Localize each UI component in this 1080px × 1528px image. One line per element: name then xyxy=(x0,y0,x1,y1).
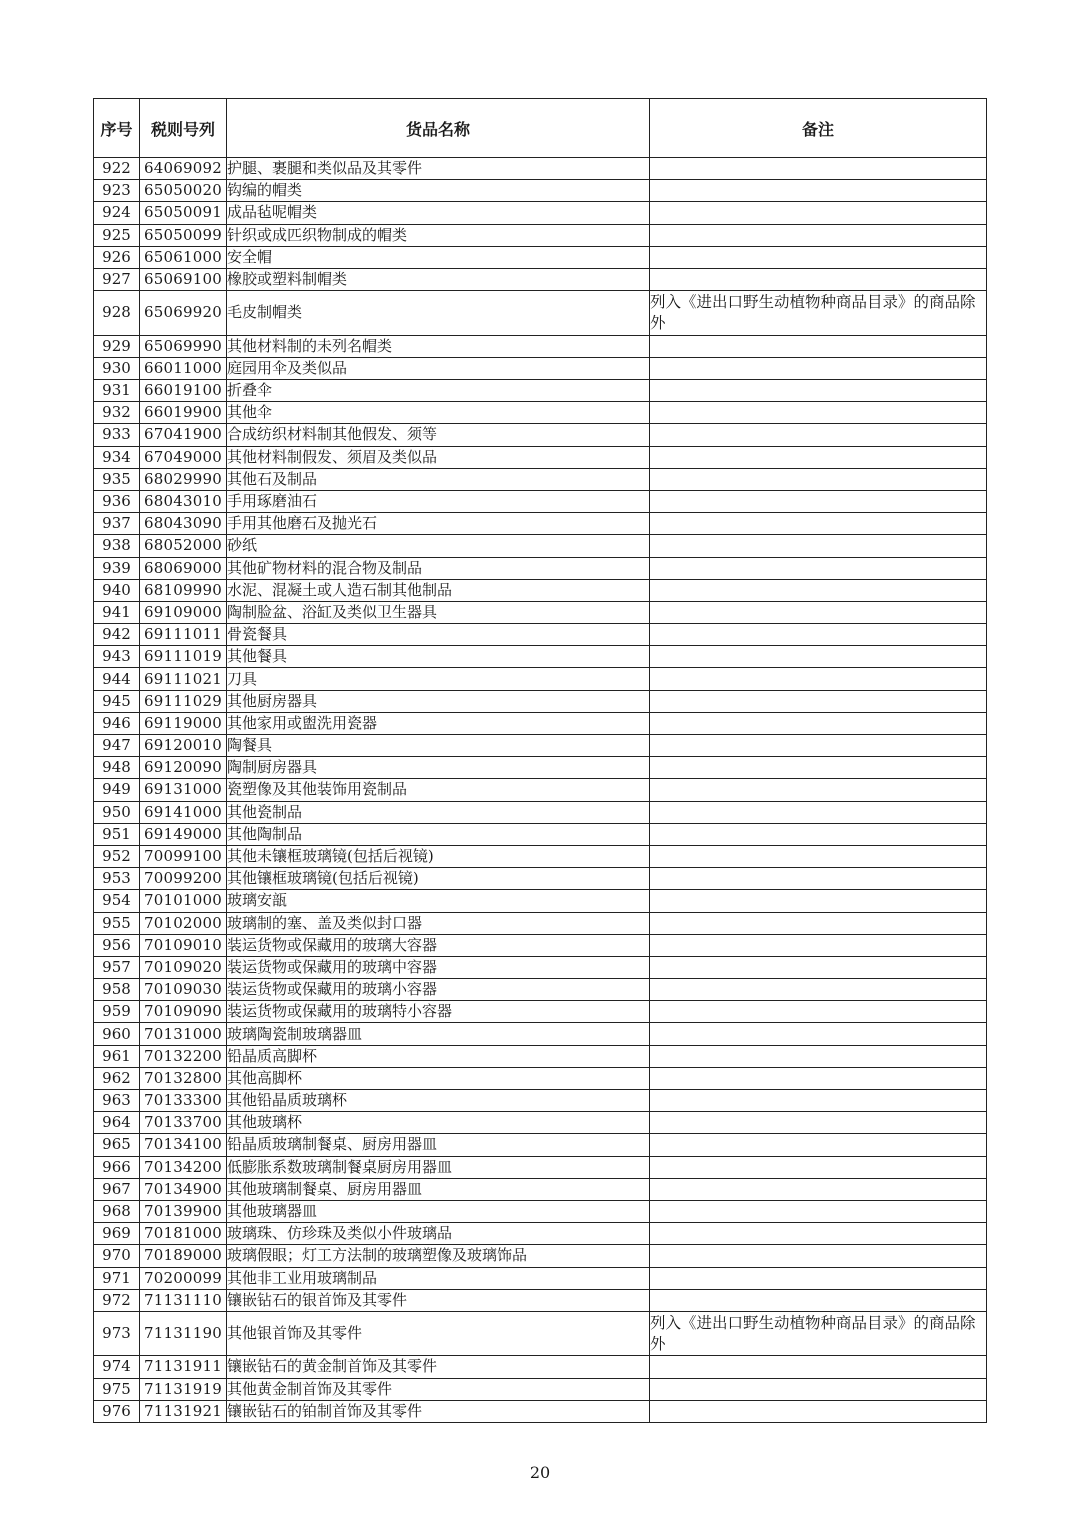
note-cell xyxy=(650,823,987,845)
table-row xyxy=(94,823,987,845)
table-row xyxy=(94,934,987,956)
tariff-code-cell: 70200099 xyxy=(140,1267,227,1289)
note-cell xyxy=(650,757,987,779)
note-cell xyxy=(650,357,987,379)
tariff-code-cell: 70109020 xyxy=(140,956,227,978)
tariff-code-cell: 68109990 xyxy=(140,579,227,601)
note-cell xyxy=(650,402,987,424)
table-row xyxy=(94,668,987,690)
goods-name-cell: 其他镶框玻璃镜(包括后视镜) xyxy=(227,868,650,890)
goods-name-cell: 其他瓷制品 xyxy=(227,801,650,823)
note-cell xyxy=(650,380,987,402)
tariff-code-cell: 65069100 xyxy=(140,268,227,290)
goods-name-cell: 安全帽 xyxy=(227,246,650,268)
tariff-code-cell: 71131110 xyxy=(140,1289,227,1311)
tariff-code-cell: 70109030 xyxy=(140,979,227,1001)
note-cell xyxy=(650,1156,987,1178)
goods-name-cell: 合成纺织材料制其他假发、须等 xyxy=(227,424,650,446)
seq-cell: 949 xyxy=(94,779,140,801)
table-row xyxy=(94,1311,987,1356)
goods-name-cell: 玻璃珠、仿珍珠及类似小件玻璃品 xyxy=(227,1223,650,1245)
tariff-code-cell: 66019900 xyxy=(140,402,227,424)
note-cell xyxy=(650,712,987,734)
note-cell xyxy=(650,1134,987,1156)
note-cell xyxy=(650,446,987,468)
table-row xyxy=(94,1112,987,1134)
seq-cell: 933 xyxy=(94,424,140,446)
goods-table xyxy=(93,98,987,1423)
tariff-code-cell: 71131190 xyxy=(140,1311,227,1356)
note-cell xyxy=(650,868,987,890)
seq-cell: 925 xyxy=(94,224,140,246)
seq-cell: 927 xyxy=(94,268,140,290)
goods-name-cell: 其他陶制品 xyxy=(227,823,650,845)
tariff-code-cell: 71131911 xyxy=(140,1356,227,1378)
tariff-code-cell: 71131921 xyxy=(140,1400,227,1422)
note-cell xyxy=(650,468,987,490)
note-cell xyxy=(650,1400,987,1422)
goods-name-cell: 镶嵌钻石的银首饰及其零件 xyxy=(227,1289,650,1311)
tariff-code-cell: 66011000 xyxy=(140,357,227,379)
table-row xyxy=(94,646,987,668)
goods-name-cell: 其他铅晶质玻璃杯 xyxy=(227,1090,650,1112)
tariff-code-cell: 69141000 xyxy=(140,801,227,823)
goods-name-cell: 瓷塑像及其他装饰用瓷制品 xyxy=(227,779,650,801)
goods-name-cell: 镶嵌钻石的黄金制首饰及其零件 xyxy=(227,1356,650,1378)
goods-name-cell: 其他非工业用玻璃制品 xyxy=(227,1267,650,1289)
table-row xyxy=(94,956,987,978)
goods-name-cell: 骨瓷餐具 xyxy=(227,624,650,646)
note-cell: 列入《进出口野生动植物种商品目录》的商品除外 xyxy=(650,291,987,336)
note-cell xyxy=(650,1178,987,1200)
tariff-code-cell: 67041900 xyxy=(140,424,227,446)
seq-cell: 943 xyxy=(94,646,140,668)
note-cell xyxy=(650,801,987,823)
seq-cell: 948 xyxy=(94,757,140,779)
seq-cell: 926 xyxy=(94,246,140,268)
table-row xyxy=(94,335,987,357)
table-row xyxy=(94,601,987,623)
note-cell xyxy=(650,1289,987,1311)
note-cell xyxy=(650,1378,987,1400)
note-cell xyxy=(650,1356,987,1378)
seq-cell: 929 xyxy=(94,335,140,357)
seq-cell: 952 xyxy=(94,845,140,867)
tariff-code-cell: 70133700 xyxy=(140,1112,227,1134)
table-row xyxy=(94,1200,987,1222)
tariff-code-cell: 65050091 xyxy=(140,202,227,224)
table-row xyxy=(94,690,987,712)
seq-cell: 958 xyxy=(94,979,140,1001)
seq-cell: 969 xyxy=(94,1223,140,1245)
tariff-code-cell: 70132800 xyxy=(140,1067,227,1089)
tariff-code-cell: 68052000 xyxy=(140,535,227,557)
goods-name-cell: 装运货物或保藏用的玻璃大容器 xyxy=(227,934,650,956)
note-cell xyxy=(650,601,987,623)
note-cell xyxy=(650,845,987,867)
table-row xyxy=(94,158,987,180)
note-cell xyxy=(650,1200,987,1222)
table-row xyxy=(94,1156,987,1178)
goods-name-cell: 玻璃安瓿 xyxy=(227,890,650,912)
goods-name-cell: 手用琢磨油石 xyxy=(227,490,650,512)
goods-name-cell: 毛皮制帽类 xyxy=(227,291,650,336)
goods-name-cell: 砂纸 xyxy=(227,535,650,557)
note-cell xyxy=(650,1267,987,1289)
table-row xyxy=(94,402,987,424)
table-row xyxy=(94,1001,987,1023)
table-body xyxy=(94,158,987,1423)
note-cell: 列入《进出口野生动植物种商品目录》的商品除外 xyxy=(650,1311,987,1356)
seq-cell: 923 xyxy=(94,180,140,202)
header-seq: 序号 xyxy=(94,99,140,158)
table-row xyxy=(94,1245,987,1267)
table-row xyxy=(94,202,987,224)
seq-cell: 942 xyxy=(94,624,140,646)
seq-cell: 951 xyxy=(94,823,140,845)
note-cell xyxy=(650,202,987,224)
header-name: 货品名称 xyxy=(227,99,650,158)
note-cell xyxy=(650,668,987,690)
tariff-code-cell: 70134100 xyxy=(140,1134,227,1156)
note-cell xyxy=(650,1001,987,1023)
goods-name-cell: 陶餐具 xyxy=(227,735,650,757)
note-cell xyxy=(650,1090,987,1112)
tariff-code-cell: 70181000 xyxy=(140,1223,227,1245)
note-cell xyxy=(650,1245,987,1267)
tariff-code-cell: 67049000 xyxy=(140,446,227,468)
table-row xyxy=(94,1023,987,1045)
table-row xyxy=(94,712,987,734)
table-row xyxy=(94,779,987,801)
header-code: 税则号列 xyxy=(140,99,227,158)
table-row xyxy=(94,291,987,336)
table-row xyxy=(94,801,987,823)
goods-name-cell: 其他材料制的未列名帽类 xyxy=(227,335,650,357)
tariff-code-cell: 65069920 xyxy=(140,291,227,336)
tariff-code-cell: 65069990 xyxy=(140,335,227,357)
note-cell xyxy=(650,735,987,757)
seq-cell: 965 xyxy=(94,1134,140,1156)
note-cell xyxy=(650,912,987,934)
note-cell xyxy=(650,646,987,668)
note-cell xyxy=(650,979,987,1001)
seq-cell: 962 xyxy=(94,1067,140,1089)
seq-cell: 970 xyxy=(94,1245,140,1267)
tariff-code-cell: 70101000 xyxy=(140,890,227,912)
table-row xyxy=(94,624,987,646)
note-cell xyxy=(650,557,987,579)
tariff-code-cell: 70132200 xyxy=(140,1045,227,1067)
seq-cell: 976 xyxy=(94,1400,140,1422)
note-cell xyxy=(650,1067,987,1089)
seq-cell: 973 xyxy=(94,1311,140,1356)
tariff-code-cell: 65050020 xyxy=(140,180,227,202)
seq-cell: 947 xyxy=(94,735,140,757)
tariff-code-cell: 70099100 xyxy=(140,845,227,867)
seq-cell: 928 xyxy=(94,291,140,336)
table-row xyxy=(94,513,987,535)
seq-cell: 941 xyxy=(94,601,140,623)
seq-cell: 975 xyxy=(94,1378,140,1400)
table-row xyxy=(94,380,987,402)
table-row xyxy=(94,845,987,867)
tariff-code-cell: 71131919 xyxy=(140,1378,227,1400)
seq-cell: 967 xyxy=(94,1178,140,1200)
tariff-code-cell: 69119000 xyxy=(140,712,227,734)
tariff-code-cell: 70139900 xyxy=(140,1200,227,1222)
seq-cell: 959 xyxy=(94,1001,140,1023)
note-cell xyxy=(650,535,987,557)
tariff-code-cell: 65061000 xyxy=(140,246,227,268)
note-cell xyxy=(650,890,987,912)
goods-name-cell: 手用其他磨石及抛光石 xyxy=(227,513,650,535)
table-row xyxy=(94,424,987,446)
note-cell xyxy=(650,690,987,712)
table-row xyxy=(94,1289,987,1311)
seq-cell: 956 xyxy=(94,934,140,956)
goods-name-cell: 其他玻璃制餐桌、厨房用器皿 xyxy=(227,1178,650,1200)
goods-name-cell: 针织或成匹织物制成的帽类 xyxy=(227,224,650,246)
note-cell xyxy=(650,268,987,290)
tariff-code-cell: 69131000 xyxy=(140,779,227,801)
tariff-code-cell: 64069092 xyxy=(140,158,227,180)
goods-name-cell: 低膨胀系数玻璃制餐桌厨房用器皿 xyxy=(227,1156,650,1178)
goods-name-cell: 陶制厨房器具 xyxy=(227,757,650,779)
goods-name-cell: 其他伞 xyxy=(227,402,650,424)
table-row xyxy=(94,557,987,579)
seq-cell: 931 xyxy=(94,380,140,402)
table-row xyxy=(94,912,987,934)
note-cell xyxy=(650,513,987,535)
tariff-code-cell: 70131000 xyxy=(140,1023,227,1045)
seq-cell: 937 xyxy=(94,513,140,535)
table-row xyxy=(94,180,987,202)
seq-cell: 966 xyxy=(94,1156,140,1178)
table-row xyxy=(94,224,987,246)
seq-cell: 932 xyxy=(94,402,140,424)
goods-name-cell: 装运货物或保藏用的玻璃特小容器 xyxy=(227,1001,650,1023)
seq-cell: 955 xyxy=(94,912,140,934)
seq-cell: 950 xyxy=(94,801,140,823)
header-note: 备注 xyxy=(650,99,987,158)
note-cell xyxy=(650,934,987,956)
seq-cell: 938 xyxy=(94,535,140,557)
tariff-code-cell: 68069000 xyxy=(140,557,227,579)
seq-cell: 934 xyxy=(94,446,140,468)
tariff-code-cell: 70134900 xyxy=(140,1178,227,1200)
tariff-code-cell: 69109000 xyxy=(140,601,227,623)
tariff-code-cell: 69111021 xyxy=(140,668,227,690)
note-cell xyxy=(650,180,987,202)
note-cell xyxy=(650,246,987,268)
table-row xyxy=(94,757,987,779)
goods-name-cell: 成品毡呢帽类 xyxy=(227,202,650,224)
table-row xyxy=(94,1400,987,1422)
tariff-code-cell: 70109010 xyxy=(140,934,227,956)
goods-name-cell: 其他银首饰及其零件 xyxy=(227,1311,650,1356)
goods-name-cell: 水泥、混凝土或人造石制其他制品 xyxy=(227,579,650,601)
table-row xyxy=(94,868,987,890)
seq-cell: 972 xyxy=(94,1289,140,1311)
seq-cell: 963 xyxy=(94,1090,140,1112)
tariff-code-cell: 68043090 xyxy=(140,513,227,535)
goods-name-cell: 铅晶质玻璃制餐桌、厨房用器皿 xyxy=(227,1134,650,1156)
goods-name-cell: 其他玻璃杯 xyxy=(227,1112,650,1134)
seq-cell: 944 xyxy=(94,668,140,690)
table-row xyxy=(94,357,987,379)
table-row xyxy=(94,468,987,490)
goods-name-cell: 其他材料制假发、须眉及类似品 xyxy=(227,446,650,468)
goods-name-cell: 其他未镶框玻璃镜(包括后视镜) xyxy=(227,845,650,867)
tariff-code-cell: 70099200 xyxy=(140,868,227,890)
table-row xyxy=(94,446,987,468)
seq-cell: 957 xyxy=(94,956,140,978)
table-row xyxy=(94,1378,987,1400)
table-row xyxy=(94,268,987,290)
note-cell xyxy=(650,1112,987,1134)
goods-name-cell: 装运货物或保藏用的玻璃小容器 xyxy=(227,979,650,1001)
note-cell xyxy=(650,579,987,601)
tariff-code-cell: 68029990 xyxy=(140,468,227,490)
tariff-code-cell: 69120090 xyxy=(140,757,227,779)
goods-name-cell: 其他石及制品 xyxy=(227,468,650,490)
seq-cell: 946 xyxy=(94,712,140,734)
seq-cell: 974 xyxy=(94,1356,140,1378)
table-row xyxy=(94,979,987,1001)
table-row xyxy=(94,1045,987,1067)
note-cell xyxy=(650,335,987,357)
seq-cell: 924 xyxy=(94,202,140,224)
goods-name-cell: 装运货物或保藏用的玻璃中容器 xyxy=(227,956,650,978)
table-header-row xyxy=(94,99,987,158)
table-row xyxy=(94,1223,987,1245)
note-cell xyxy=(650,624,987,646)
table-row xyxy=(94,246,987,268)
table-row xyxy=(94,490,987,512)
goods-name-cell: 刀具 xyxy=(227,668,650,690)
tariff-code-cell: 66019100 xyxy=(140,380,227,402)
table-row xyxy=(94,535,987,557)
goods-name-cell: 陶制脸盆、浴缸及类似卫生器具 xyxy=(227,601,650,623)
seq-cell: 954 xyxy=(94,890,140,912)
table-row xyxy=(94,1067,987,1089)
goods-name-cell: 橡胶或塑料制帽类 xyxy=(227,268,650,290)
seq-cell: 939 xyxy=(94,557,140,579)
tariff-code-cell: 65050099 xyxy=(140,224,227,246)
tariff-code-cell: 70109090 xyxy=(140,1001,227,1023)
seq-cell: 945 xyxy=(94,690,140,712)
note-cell xyxy=(650,1023,987,1045)
table-row xyxy=(94,1134,987,1156)
seq-cell: 964 xyxy=(94,1112,140,1134)
goods-name-cell: 镶嵌钻石的铂制首饰及其零件 xyxy=(227,1400,650,1422)
page-number: 20 xyxy=(529,1463,551,1482)
seq-cell: 960 xyxy=(94,1023,140,1045)
table-row xyxy=(94,890,987,912)
tariff-code-cell: 69120010 xyxy=(140,735,227,757)
goods-name-cell: 庭园用伞及类似品 xyxy=(227,357,650,379)
note-cell xyxy=(650,224,987,246)
note-cell xyxy=(650,424,987,446)
seq-cell: 922 xyxy=(94,158,140,180)
goods-name-cell: 其他黄金制首饰及其零件 xyxy=(227,1378,650,1400)
goods-name-cell: 其他厨房器具 xyxy=(227,690,650,712)
note-cell xyxy=(650,779,987,801)
goods-name-cell: 其他家用或盥洗用瓷器 xyxy=(227,712,650,734)
seq-cell: 936 xyxy=(94,490,140,512)
goods-name-cell: 护腿、裹腿和类似品及其零件 xyxy=(227,158,650,180)
table-row xyxy=(94,1267,987,1289)
seq-cell: 930 xyxy=(94,357,140,379)
goods-name-cell: 玻璃假眼；灯工方法制的玻璃塑像及玻璃饰品 xyxy=(227,1245,650,1267)
tariff-code-cell: 70134200 xyxy=(140,1156,227,1178)
tariff-code-cell: 69111019 xyxy=(140,646,227,668)
goods-name-cell: 玻璃陶瓷制玻璃器皿 xyxy=(227,1023,650,1045)
goods-name-cell: 其他矿物材料的混合物及制品 xyxy=(227,557,650,579)
tariff-code-cell: 69111011 xyxy=(140,624,227,646)
goods-name-cell: 其他餐具 xyxy=(227,646,650,668)
goods-name-cell: 钩编的帽类 xyxy=(227,180,650,202)
seq-cell: 953 xyxy=(94,868,140,890)
note-cell xyxy=(650,490,987,512)
table-row xyxy=(94,1356,987,1378)
tariff-code-cell: 69111029 xyxy=(140,690,227,712)
tariff-code-cell: 69149000 xyxy=(140,823,227,845)
seq-cell: 935 xyxy=(94,468,140,490)
seq-cell: 961 xyxy=(94,1045,140,1067)
note-cell xyxy=(650,1223,987,1245)
seq-cell: 968 xyxy=(94,1200,140,1222)
table-row xyxy=(94,1090,987,1112)
goods-name-cell: 其他玻璃器皿 xyxy=(227,1200,650,1222)
table-row xyxy=(94,735,987,757)
seq-cell: 971 xyxy=(94,1267,140,1289)
seq-cell: 940 xyxy=(94,579,140,601)
goods-name-cell: 玻璃制的塞、盖及类似封口器 xyxy=(227,912,650,934)
tariff-code-cell: 70133300 xyxy=(140,1090,227,1112)
table-row xyxy=(94,1178,987,1200)
tariff-code-cell: 70189000 xyxy=(140,1245,227,1267)
goods-name-cell: 其他高脚杯 xyxy=(227,1067,650,1089)
tariff-code-cell: 68043010 xyxy=(140,490,227,512)
table-row xyxy=(94,579,987,601)
goods-name-cell: 折叠伞 xyxy=(227,380,650,402)
note-cell xyxy=(650,956,987,978)
note-cell xyxy=(650,158,987,180)
tariff-code-cell: 70102000 xyxy=(140,912,227,934)
note-cell xyxy=(650,1045,987,1067)
goods-name-cell: 铅晶质高脚杯 xyxy=(227,1045,650,1067)
